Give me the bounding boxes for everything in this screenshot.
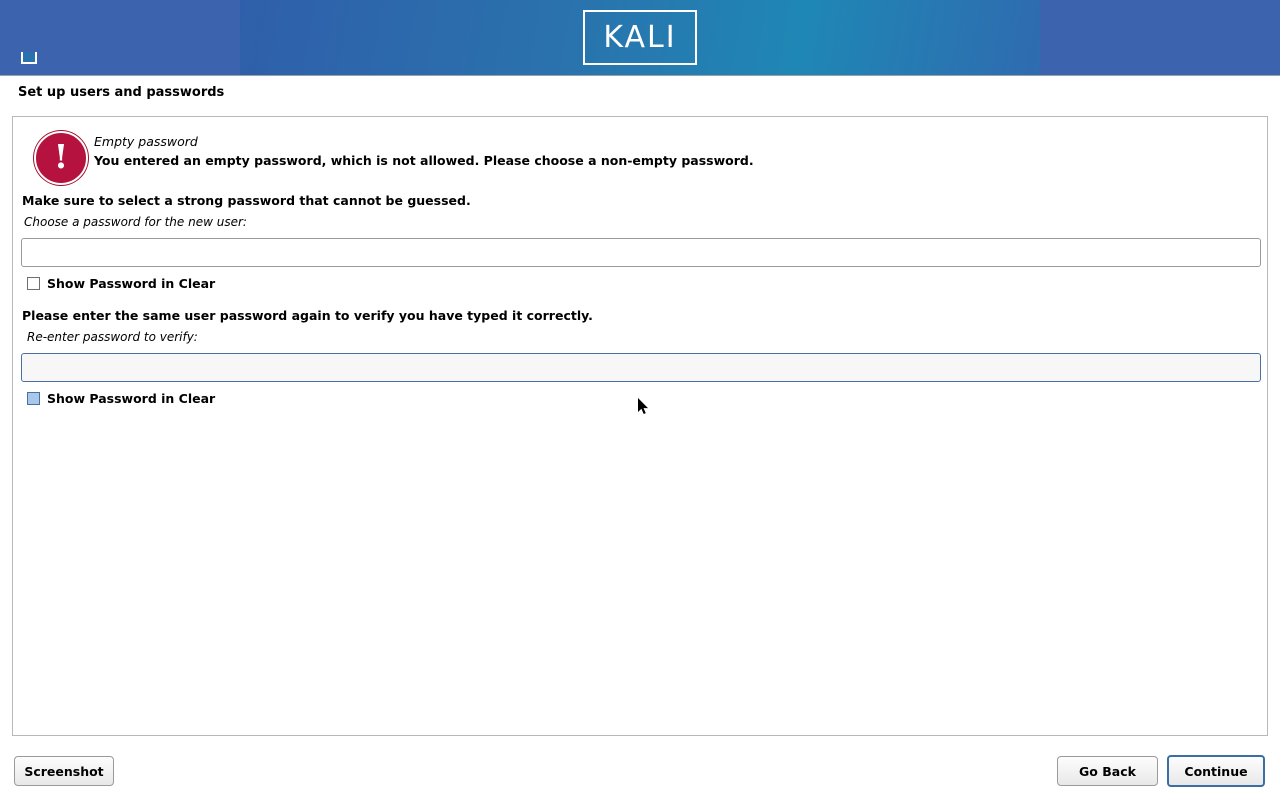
error-icon-glyph: ! bbox=[53, 137, 69, 176]
password-field[interactable] bbox=[21, 238, 1261, 267]
password-label: Choose a password for the new user: bbox=[24, 215, 247, 229]
show-password-checkbox-1[interactable] bbox=[27, 277, 40, 290]
verify-password-label: Re-enter password to verify: bbox=[27, 330, 198, 344]
continue-button[interactable]: Continue bbox=[1167, 755, 1265, 787]
go-back-button[interactable]: Go Back bbox=[1057, 756, 1158, 786]
main-content-frame bbox=[12, 116, 1268, 736]
verify-password-input[interactable] bbox=[22, 354, 1260, 381]
error-title: Empty password bbox=[94, 134, 198, 149]
kali-logo-text: KALI bbox=[603, 20, 677, 55]
kali-logo-notch bbox=[21, 52, 37, 64]
password-input[interactable] bbox=[22, 239, 1260, 266]
show-password-label-1: Show Password in Clear bbox=[47, 276, 216, 291]
show-password-label-2: Show Password in Clear bbox=[47, 391, 216, 406]
banner-divider bbox=[0, 75, 1280, 76]
error-exclamation-icon bbox=[34, 131, 88, 185]
verify-password-hint: Please enter the same user password again to verify you have typed it correctly. bbox=[22, 308, 593, 323]
strong-password-hint: Make sure to select a strong password that cannot be guessed. bbox=[22, 193, 471, 208]
screenshot-button[interactable]: Screenshot bbox=[14, 756, 114, 786]
kali-logo bbox=[583, 10, 697, 65]
verify-password-field[interactable] bbox=[21, 353, 1261, 382]
kali-banner bbox=[0, 0, 1280, 75]
show-password-checkbox-2[interactable] bbox=[27, 392, 40, 405]
error-message: You entered an empty password, which is not allowed. Please choose a non-empty password. bbox=[94, 153, 754, 168]
page-title: Set up users and passwords bbox=[18, 85, 225, 100]
